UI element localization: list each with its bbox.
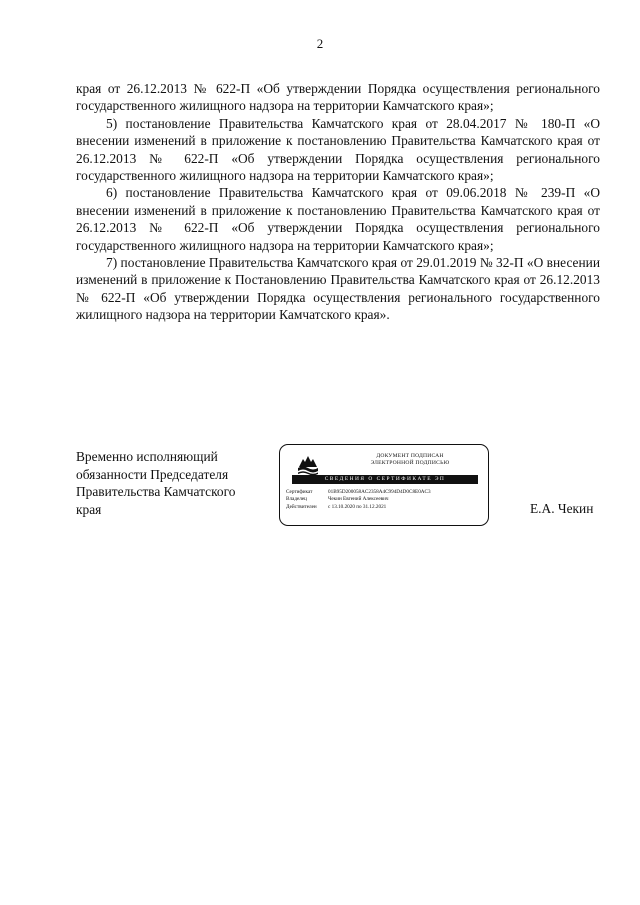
stamp-row-owner	[286, 496, 431, 503]
coat-of-arms-icon	[296, 453, 320, 477]
page-number: 2	[316, 36, 324, 51]
stamp-heading-line: ЭЛЕКТРОННОЙ ПОДПИСЬЮ	[370, 460, 450, 466]
signer-title	[76, 448, 276, 518]
list-item-6: 6) постановление Правительства Камчатского края от 09.06.2018 № 239-П «О внесении изменений в приложение к постановлению Правительства Камчатского края от 26.12.2013 № 622-П «Об утверждении Порядка осуществления регионального государственного жилищного надзора на территории Камчатского края»;	[76, 185, 600, 253]
body-text	[76, 80, 600, 324]
stamp-label: Действителен	[286, 503, 317, 510]
stamp-details	[286, 489, 431, 511]
stamp-heading-line: ДОКУМЕНТ ПОДПИСАН	[376, 453, 444, 459]
paragraph-continuation: края от 26.12.2013 № 622-П «Об утверждении Порядка осуществления регионального государственного жилищного надзора на территории Камчатского края»;	[76, 81, 600, 114]
list-item-7: 7) постановление Правительства Камчатского края от 29.01.2019 № 32-П «О внесении изменений в приложение к Постановлению Правительства Камчатского края от 26.12.2013 № 622-П «Об утверждении Порядка осуществления регионального государственного жилищного надзора на территории Камчатского края».	[76, 255, 600, 323]
signer-title-line: обязанности Председателя	[76, 466, 229, 482]
stamp-heading	[340, 453, 480, 467]
stamp-value: с 13.10.2020 по 31.12.2021	[328, 503, 387, 510]
list-item-5: 5) постановление Правительства Камчатского края от 28.04.2017 № 180-П «О внесении изменений в приложение к постановлению Правительства Камчатского края от 26.12.2013 № 622-П «Об утверждении Порядка осуществления регионального государственного жилищного надзора на территории Камчатского края»;	[76, 115, 600, 184]
signer-title-line: Правительства Камчатского	[76, 484, 236, 500]
stamp-value: 01B95D200058AC2358A4C994D4D0C8E0AC3	[328, 489, 431, 495]
stamp-label: Владелец	[286, 496, 307, 503]
stamp-certificate-bar: СВЕДЕНИЯ О СЕРТИФИКАТЕ ЭП	[292, 475, 478, 484]
stamp-value: Чекин Евгений Алексеевич	[328, 496, 389, 503]
electronic-signature-stamp	[279, 444, 489, 526]
stamp-row-validity	[286, 504, 431, 511]
signer-title-line: края	[76, 501, 102, 517]
signer-name: Е.А. Чекин	[530, 501, 594, 516]
stamp-label: Сертификат	[286, 489, 313, 495]
signer-title-line: Временно исполняющий	[76, 449, 218, 464]
